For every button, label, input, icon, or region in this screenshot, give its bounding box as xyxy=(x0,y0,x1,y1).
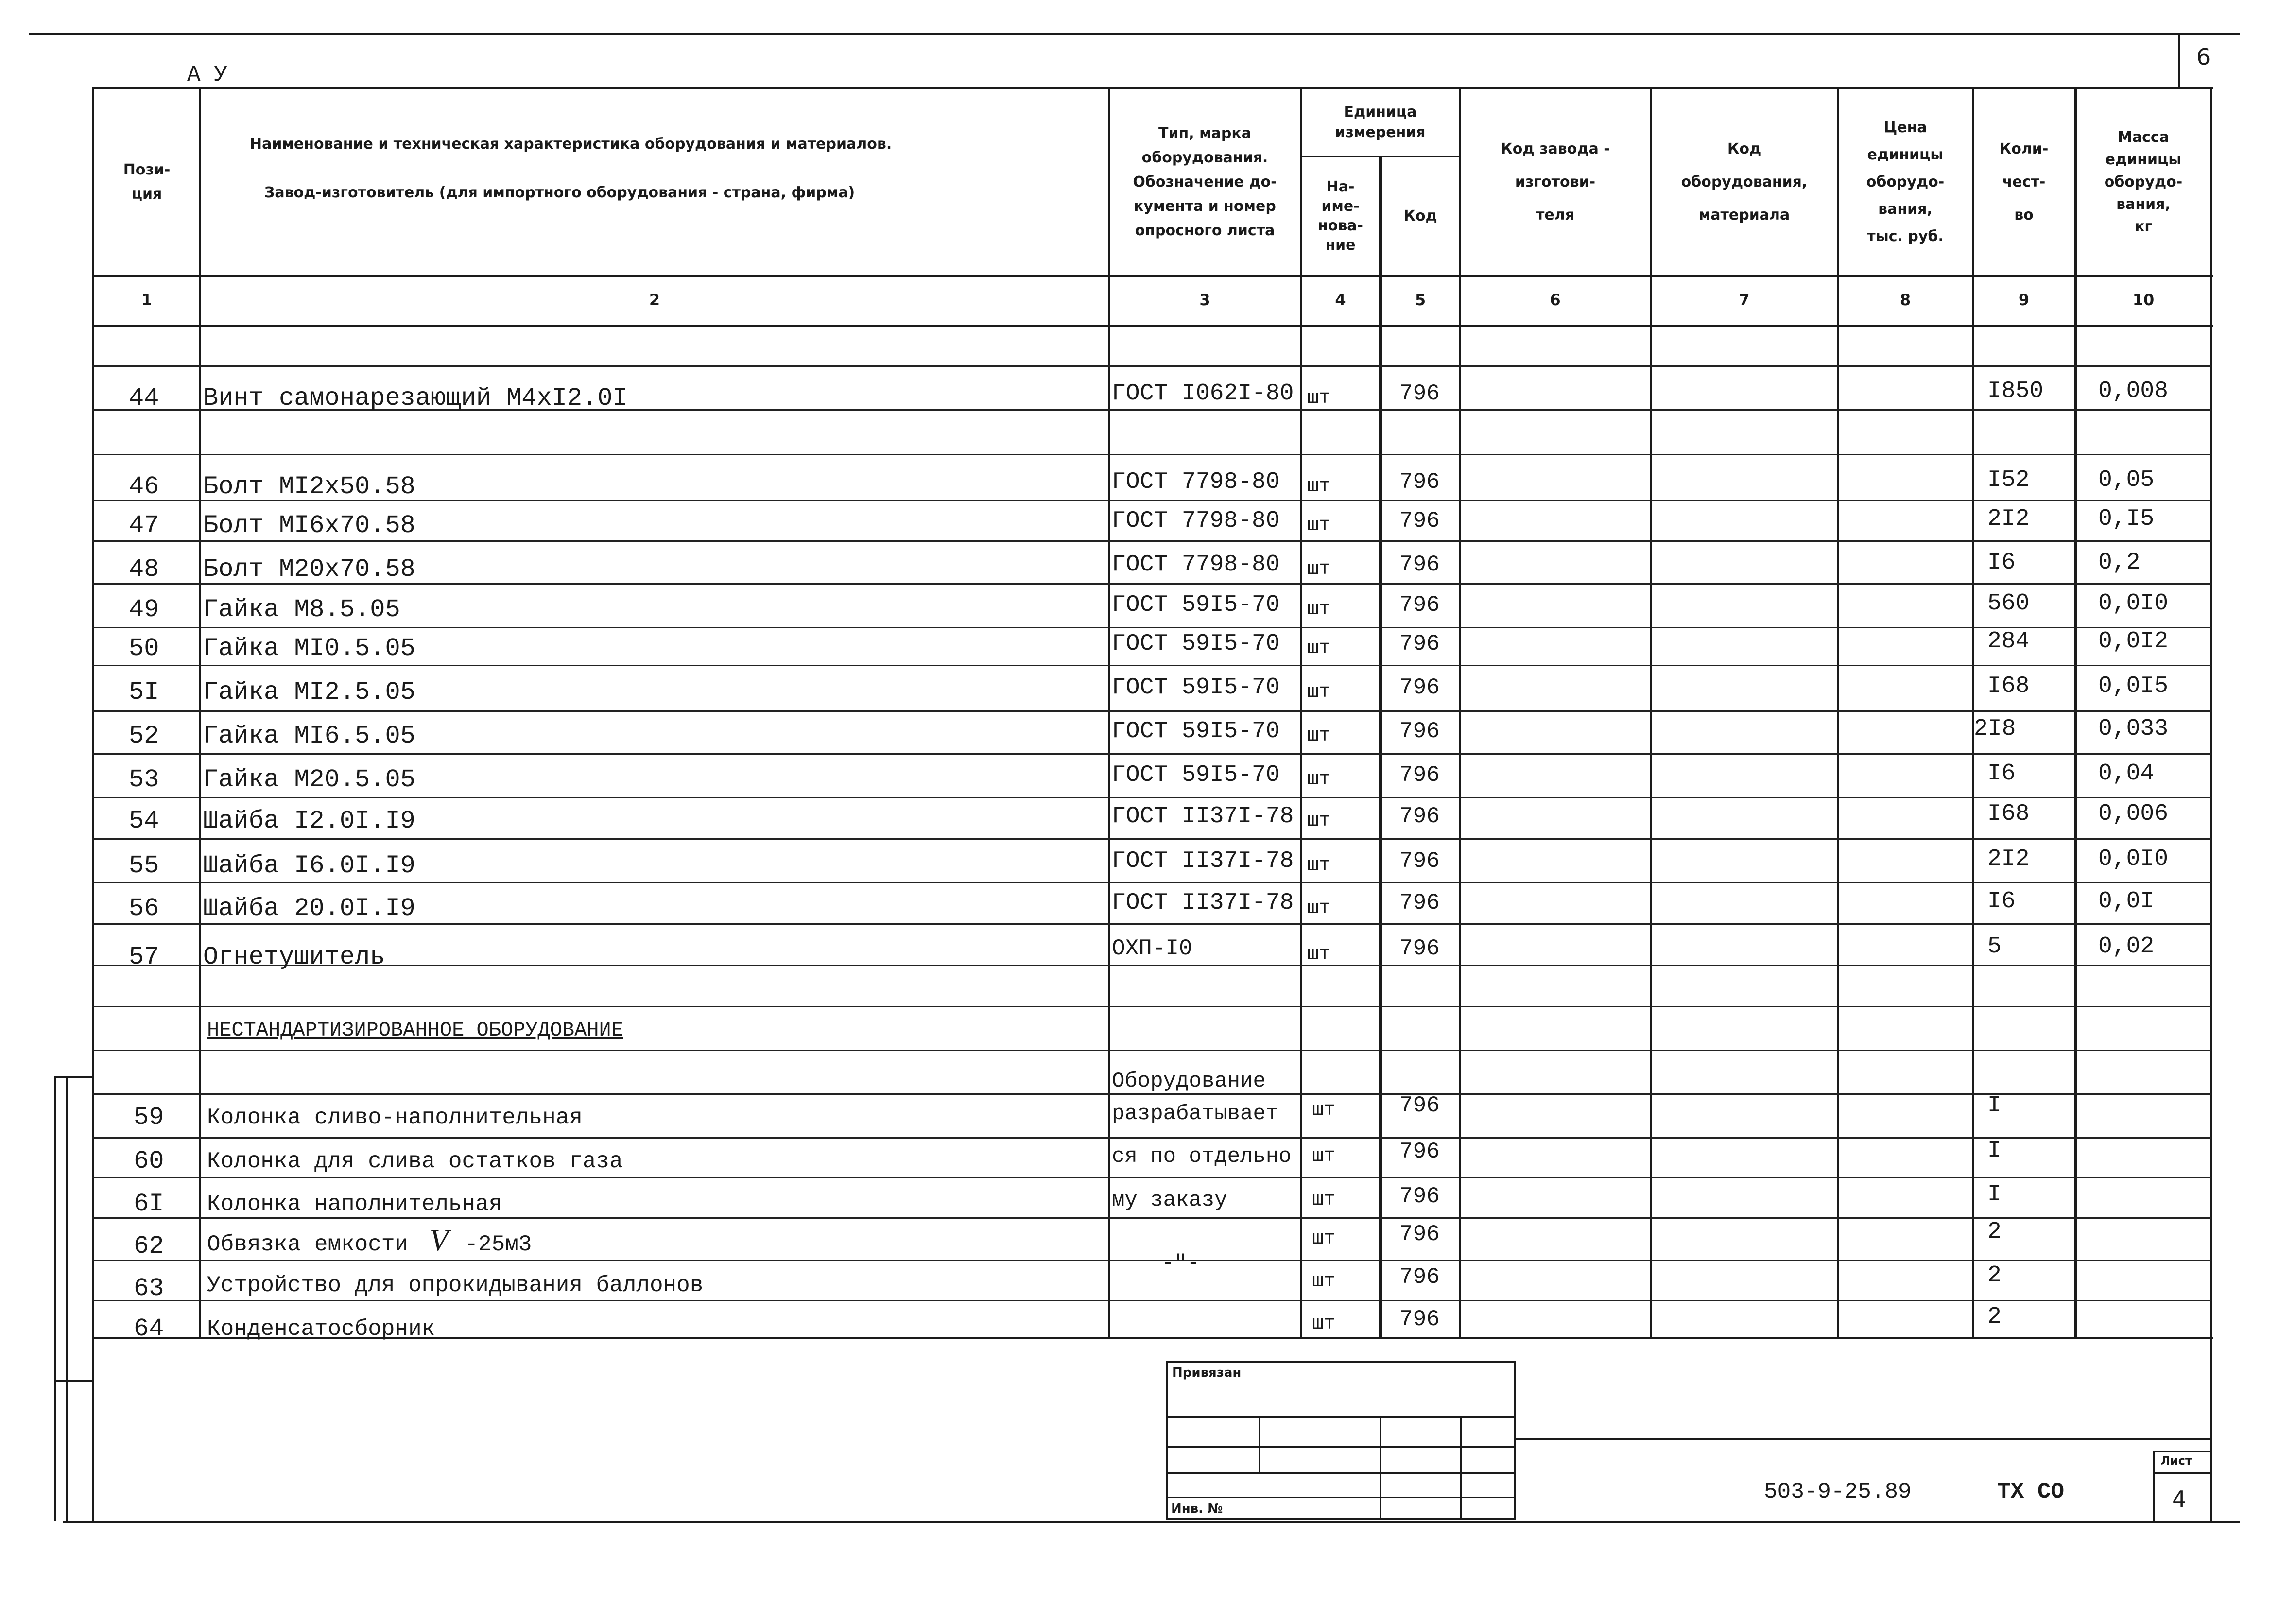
row-47-name: Болт МI6х70.58 xyxy=(203,511,415,540)
privyazan-label: Привязан xyxy=(1172,1365,1242,1380)
row-44-code: 796 xyxy=(1399,381,1440,406)
row-64-unit: шт xyxy=(1312,1313,1336,1335)
top-left-mark: А У xyxy=(187,62,227,87)
row-61-name: Колонка наполнительная xyxy=(207,1192,502,1217)
row-61-code: 796 xyxy=(1399,1184,1440,1209)
row-line-k xyxy=(92,797,2211,798)
row-46-pos: 46 xyxy=(129,472,159,501)
row-line-h xyxy=(92,665,2211,666)
row-line-m xyxy=(92,882,2211,883)
row-62-qty: 2 xyxy=(1987,1219,2002,1245)
row-44-doc: ГОСТ I062I-80 xyxy=(1112,380,1294,407)
row-48-name: Болт М20х70.58 xyxy=(203,555,415,584)
colnum-bottom-line xyxy=(92,325,2213,327)
header-unit-group: Единица измерения xyxy=(1335,104,1426,141)
row-47-pos: 47 xyxy=(129,511,159,540)
privyazan-box xyxy=(1166,1361,1516,1520)
row-64-qty: 2 xyxy=(1987,1304,2002,1330)
doc-code: 503-9-25.89 xyxy=(1764,1479,1912,1504)
row-line-g xyxy=(92,627,2211,628)
row-54-name: Шайба I2.0I.I9 xyxy=(203,807,415,835)
row-49-doc: ГОСТ 59I5-70 xyxy=(1112,592,1280,618)
row-59-name: Колонка сливо-наполнительная xyxy=(207,1105,583,1130)
row-line-q xyxy=(92,1050,2211,1051)
row-60-pos: 60 xyxy=(134,1147,164,1175)
row-62-volume-value: -25м3 xyxy=(465,1232,532,1257)
row-60-qty: I xyxy=(1987,1138,2002,1164)
colnum-6: 6 xyxy=(1550,291,1561,309)
row-55-unit: шт xyxy=(1307,855,1331,877)
row-44-unit: шт xyxy=(1307,387,1331,409)
row-51-unit: шт xyxy=(1307,681,1331,703)
row-55-code: 796 xyxy=(1399,848,1440,874)
row-47-qty: 2I2 xyxy=(1987,506,2030,532)
header-bottom-line xyxy=(92,275,2213,277)
colnum-10: 10 xyxy=(2132,291,2155,309)
row-line-p xyxy=(92,1006,2211,1007)
row-line-a xyxy=(92,365,2211,367)
row-line-j xyxy=(92,753,2211,755)
row-line-i xyxy=(92,710,2211,712)
row-46-unit: шт xyxy=(1307,476,1331,498)
row-46-qty: I52 xyxy=(1987,467,2030,493)
row-62-name-group xyxy=(207,1222,532,1258)
row-50-code: 796 xyxy=(1399,631,1440,657)
row-63-unit: шт xyxy=(1312,1271,1336,1293)
row-63-pos: 63 xyxy=(134,1274,164,1303)
header-col-4: На- име- нова- ние xyxy=(1317,178,1364,254)
row-49-pos: 49 xyxy=(129,595,159,624)
colnum-9: 9 xyxy=(2018,291,2030,309)
row-49-unit: шт xyxy=(1307,599,1331,621)
row-57-unit: шт xyxy=(1307,944,1331,966)
row-53-mass: 0,04 xyxy=(2098,760,2155,787)
row-line-o xyxy=(92,965,2211,966)
stamp-vline-3 xyxy=(1460,1416,1462,1520)
row-60-name: Колонка для слива остатков газа xyxy=(207,1149,623,1174)
list-number: 4 xyxy=(2172,1486,2187,1512)
row-64-code: 796 xyxy=(1399,1307,1440,1332)
row-59-pos: 59 xyxy=(134,1103,164,1132)
row-60-code: 796 xyxy=(1399,1139,1440,1164)
ns-doc-line-4: му заказу xyxy=(1112,1188,1227,1212)
row-52-name: Гайка МI6.5.05 xyxy=(203,722,415,750)
row-line-n xyxy=(92,923,2211,925)
row-54-doc: ГОСТ II37I-78 xyxy=(1112,803,1294,829)
row-59-qty: I xyxy=(1987,1092,2002,1119)
binding-strip-top xyxy=(54,1076,93,1078)
row-56-name: Шайба 20.0I.I9 xyxy=(203,894,415,923)
row-51-mass: 0,0I5 xyxy=(2098,673,2169,699)
row-46-code: 796 xyxy=(1399,469,1440,495)
header-col-7: Код оборудования, материала xyxy=(1681,140,1808,224)
list-box-divider xyxy=(2153,1472,2210,1474)
row-50-unit: шт xyxy=(1307,638,1331,659)
row-59-unit: шт xyxy=(1312,1099,1336,1121)
row-54-qty: I68 xyxy=(1987,801,2030,827)
sheet-corner-line xyxy=(2178,33,2180,87)
row-53-code: 796 xyxy=(1399,762,1440,788)
row-54-mass: 0,006 xyxy=(2098,801,2169,827)
row-44-pos: 44 xyxy=(129,384,159,413)
row-62-code: 796 xyxy=(1399,1222,1440,1247)
row-52-pos: 52 xyxy=(129,722,159,750)
row-61-pos: 6I xyxy=(134,1190,164,1218)
row-57-doc: ОХП-I0 xyxy=(1112,936,1192,961)
page-bottom-line xyxy=(63,1521,2240,1523)
stamp-line-1 xyxy=(1166,1416,1516,1418)
row-53-unit: шт xyxy=(1307,769,1331,791)
row-56-qty: I6 xyxy=(1987,888,2016,915)
header-col-2-line-1: Наименование и техническая характеристика оборудования и материалов. xyxy=(250,136,892,153)
header-col-1: Пози- ция xyxy=(123,161,171,203)
row-50-qty: 284 xyxy=(1987,628,2030,655)
colnum-7: 7 xyxy=(1739,291,1750,309)
binding-strip-mark-1 xyxy=(54,1380,93,1382)
row-48-mass: 0,2 xyxy=(2098,550,2141,576)
row-49-qty: 560 xyxy=(1987,590,2030,617)
col-line-4 xyxy=(1379,156,1382,1337)
stamp-line-2 xyxy=(1166,1446,1516,1448)
row-60-unit: шт xyxy=(1312,1145,1336,1167)
stamp-line-3 xyxy=(1166,1472,1516,1474)
row-62-name: Обвязка емкости xyxy=(207,1232,409,1257)
row-53-pos: 53 xyxy=(129,765,159,794)
row-52-doc: ГОСТ 59I5-70 xyxy=(1112,718,1280,744)
row-53-name: Гайка М20.5.05 xyxy=(203,765,415,794)
row-56-code: 796 xyxy=(1399,890,1440,916)
header-col-2 xyxy=(201,89,1108,275)
row-46-name: Болт МI2х50.58 xyxy=(203,472,415,501)
section-title: НЕСТАНДАРТИЗИРОВАННОЕ ОБОРУДОВАНИЕ xyxy=(207,1019,623,1042)
row-52-unit: шт xyxy=(1307,725,1331,747)
header-col-6: Код завода - изготови- теля xyxy=(1501,140,1610,224)
row-55-qty: 2I2 xyxy=(1987,846,2030,872)
row-55-mass: 0,0I0 xyxy=(2098,846,2169,872)
row-55-doc: ГОСТ II37I-78 xyxy=(1112,848,1294,874)
row-51-qty: I68 xyxy=(1987,673,2030,699)
binding-strip-inner xyxy=(66,1076,68,1521)
row-47-mass: 0,I5 xyxy=(2098,506,2155,532)
row-57-qty: 5 xyxy=(1987,933,2002,960)
frame-right-line xyxy=(2210,87,2212,1522)
header-col-5: Код xyxy=(1403,207,1437,225)
stamp-line-4 xyxy=(1166,1497,1516,1498)
colnum-4: 4 xyxy=(1335,291,1346,309)
row-44-qty: I850 xyxy=(1987,378,2044,404)
row-62-unit: шт xyxy=(1312,1228,1336,1250)
header-col-8: Цена единицы оборудо- вания, тыс. руб. xyxy=(1866,119,1945,245)
row-48-code: 796 xyxy=(1399,552,1440,577)
row-51-doc: ГОСТ 59I5-70 xyxy=(1112,674,1280,701)
row-59-code: 796 xyxy=(1399,1093,1440,1118)
row-line-e xyxy=(92,540,2211,542)
colnum-8: 8 xyxy=(1899,291,1911,309)
row-51-code: 796 xyxy=(1399,675,1440,700)
binding-strip-outer xyxy=(54,1076,56,1521)
row-49-code: 796 xyxy=(1399,592,1440,618)
row-48-doc: ГОСТ 7798-80 xyxy=(1112,552,1280,578)
row-64-name: Конденсатосборник xyxy=(207,1316,435,1342)
row-50-doc: ГОСТ 59I5-70 xyxy=(1112,631,1280,657)
row-48-pos: 48 xyxy=(129,555,159,584)
row-line-c xyxy=(92,454,2211,455)
row-46-doc: ГОСТ 7798-80 xyxy=(1112,469,1280,495)
row-52-qty: 2I8 xyxy=(1974,716,2016,742)
stamp-vline-2 xyxy=(1380,1416,1381,1520)
row-53-qty: I6 xyxy=(1987,760,2016,787)
row-52-code: 796 xyxy=(1399,719,1440,744)
row-64-pos: 64 xyxy=(134,1314,164,1343)
row-63-qty: 2 xyxy=(1987,1262,2002,1289)
row-50-name: Гайка МI0.5.05 xyxy=(203,634,415,663)
header-col-3: Тип, марка оборудования. Обозначение до- кумента и номер опросного листа xyxy=(1133,125,1277,239)
header-col-2-line-2: Завод-изготовитель (для импортного оборудования - страна, фирма) xyxy=(264,184,855,201)
colnum-2: 2 xyxy=(649,291,660,309)
row-54-code: 796 xyxy=(1399,804,1440,829)
row-56-mass: 0,0I xyxy=(2098,888,2155,915)
row-50-pos: 50 xyxy=(129,634,159,663)
top-border-line xyxy=(29,33,2240,35)
row-47-code: 796 xyxy=(1399,508,1440,534)
row-49-mass: 0,0I0 xyxy=(2098,590,2169,617)
row-line-t xyxy=(92,1177,2211,1178)
list-label: Лист xyxy=(2160,1454,2192,1468)
row-47-doc: ГОСТ 7798-80 xyxy=(1112,508,1280,534)
row-53-doc: ГОСТ 59I5-70 xyxy=(1112,762,1280,788)
row-62-pos: 62 xyxy=(134,1232,164,1261)
row-47-unit: шт xyxy=(1307,515,1331,536)
row-44-mass: 0,008 xyxy=(2098,378,2169,404)
row-line-v xyxy=(92,1260,2211,1261)
row-54-pos: 54 xyxy=(129,807,159,835)
ns-doc-line-3: ся по отдельно xyxy=(1112,1144,1292,1169)
doc-mark: ТХ СО xyxy=(1997,1479,2065,1504)
ns-doc-line-1: Оборудование xyxy=(1112,1069,1266,1093)
row-48-qty: I6 xyxy=(1987,550,2016,576)
inv-no-label: Инв. № xyxy=(1171,1502,1223,1516)
row-50-mass: 0,0I2 xyxy=(2098,628,2169,655)
sheet-number: 6 xyxy=(2196,44,2211,70)
row-63-code: 796 xyxy=(1399,1264,1440,1290)
row-61-unit: шт xyxy=(1312,1189,1336,1211)
row-61-qty: I xyxy=(1987,1181,2002,1208)
ns-doc-line-5: -"- xyxy=(1161,1251,1200,1276)
row-57-pos: 57 xyxy=(129,943,159,971)
row-54-unit: шт xyxy=(1307,810,1331,832)
row-44-name: Винт самонарезающий М4хI2.0I xyxy=(203,384,628,413)
row-52-mass: 0,033 xyxy=(2098,716,2169,742)
row-57-code: 796 xyxy=(1399,936,1440,961)
row-48-unit: шт xyxy=(1307,558,1331,580)
row-56-unit: шт xyxy=(1307,898,1331,919)
row-63-name: Устройство для опрокидывания баллонов xyxy=(207,1273,704,1298)
row-57-name: Огнетушитель xyxy=(203,943,385,971)
row-57-mass: 0,02 xyxy=(2098,933,2155,960)
colnum-1: 1 xyxy=(141,291,153,309)
row-55-name: Шайба I6.0I.I9 xyxy=(203,851,415,880)
row-line-s xyxy=(92,1137,2211,1139)
title-block-line xyxy=(1516,1438,2212,1440)
row-56-doc: ГОСТ II37I-78 xyxy=(1112,890,1294,916)
colnum-5: 5 xyxy=(1415,291,1426,309)
row-56-pos: 56 xyxy=(129,894,159,923)
row-51-name: Гайка МI2.5.05 xyxy=(203,678,415,707)
row-51-pos: 5I xyxy=(129,678,159,707)
header-col-9: Коли- чест- во xyxy=(1999,140,2049,224)
colnum-3: 3 xyxy=(1199,291,1210,309)
ns-doc-line-2: разрабатывает xyxy=(1112,1102,1279,1126)
header-col-10: Масса единицы оборудо- вания, кг xyxy=(2104,129,2183,235)
row-line-w xyxy=(92,1300,2211,1301)
stamp-vline-1 xyxy=(1259,1416,1260,1474)
row-62-volume-symbol: V xyxy=(429,1223,449,1257)
row-46-mass: 0,05 xyxy=(2098,467,2155,493)
row-55-pos: 55 xyxy=(129,851,159,880)
row-line-l xyxy=(92,838,2211,840)
row-49-name: Гайка М8.5.05 xyxy=(203,595,400,624)
